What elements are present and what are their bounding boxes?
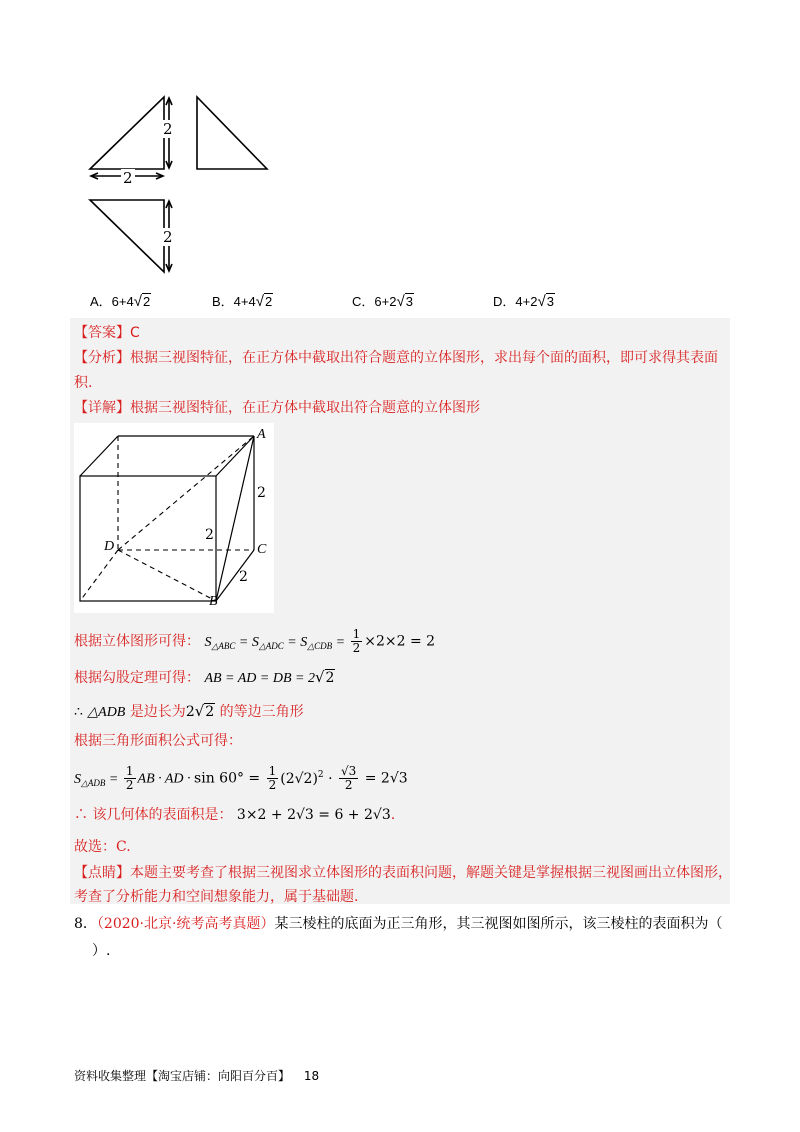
edge-label-2: 2	[205, 527, 214, 543]
dimension-label-front-v: 2	[163, 120, 173, 138]
edge-label-3: 2	[239, 569, 248, 585]
vertex-label-a: A	[257, 427, 266, 442]
vertex-label-d: D	[104, 539, 115, 554]
footer	[74, 1067, 319, 1084]
pythagoras-line: 根据勾股定理可得： AB = AD = DB = 2√2	[74, 668, 335, 686]
option-b: B．4+4√2	[212, 293, 273, 310]
comment-line-1: 【点睛】本题主要考查了根据三视图求立体图形的表面积问题，解题关键是掌握根据三视图画出立体图形，	[74, 865, 732, 881]
option-c: C．6+2√3	[352, 293, 413, 310]
triangle-area-formula: $S_{\triangle ADB}$ = $\frac{1}{2}$ AB · AD · sin 60° = $\frac{1}{2}$ $(2√2)^2$ · $\frac{√3}{2}$ = 2√3	[74, 764, 408, 792]
answer-tag: 【答案】	[74, 325, 130, 341]
comment-line-2: 考查了分析能力和空间想象能力，属于基础题.	[74, 889, 359, 905]
option-d: D．4+2√3	[493, 293, 554, 310]
top-view-triangle	[90, 200, 164, 272]
vertex-label-b: B	[209, 594, 218, 609]
page-number: 18	[303, 1069, 320, 1083]
three-view-figure	[85, 92, 285, 282]
side-view-triangle	[197, 97, 267, 169]
front-view-triangle	[90, 97, 164, 169]
analysis-line-2: 积.	[74, 375, 93, 391]
detail-line: 【详解】根据三视图特征，在正方体中截取出符合题意的立体图形	[74, 400, 480, 416]
question-number: 8．	[74, 916, 97, 932]
answer-value: C	[130, 325, 140, 341]
question-8-line-2: ）.	[92, 943, 111, 959]
area-line: 根据立体图形可得： $S_{\triangle ABC} = S_{\triangle ADC} = S_{\triangle CDB}$ = $\frac{1}{2}$ ×2×2 = 2	[74, 627, 436, 655]
option-a: A．6+4√2	[90, 293, 151, 310]
footer-text: 资料收集整理【淘宝店铺：向阳百分百】	[74, 1069, 291, 1083]
detail-tag: 【详解】	[74, 400, 130, 416]
question-8-line-1: 8．（2020·北京·统考高考真题）某三棱柱的底面为正三角形，其三视图如图所示，该三棱柱的表面积为（	[74, 916, 723, 932]
formula-prefix-line: 根据三角形面积公式可得：	[74, 733, 242, 749]
question-source: （2020·北京·统考高考真题）	[96, 916, 275, 932]
vertex-label-c: C	[257, 542, 267, 557]
equilateral-line: ∴ △ADB 是边长为2√2 的等边三角形	[74, 702, 304, 720]
surface-area-line: ∴ 该几何体的表面积是： 3×2 + 2√3 = 6 + 2√3.	[74, 807, 396, 823]
cube-figure	[74, 423, 274, 613]
choose-line: 故选：C.	[74, 839, 131, 855]
analysis-line-1: 【分析】根据三视图特征，在正方体中截取出符合题意的立体图形，求出每个面的面积，即可求得其表面	[74, 350, 718, 366]
edge-label-1: 2	[257, 485, 266, 501]
dimension-label-top-v: 2	[163, 228, 173, 246]
answer-line	[74, 324, 140, 342]
analysis-tag: 【分析】	[74, 350, 130, 366]
comment-tag: 【点睛】	[74, 865, 130, 881]
dimension-label-front-h: 2	[123, 169, 133, 187]
